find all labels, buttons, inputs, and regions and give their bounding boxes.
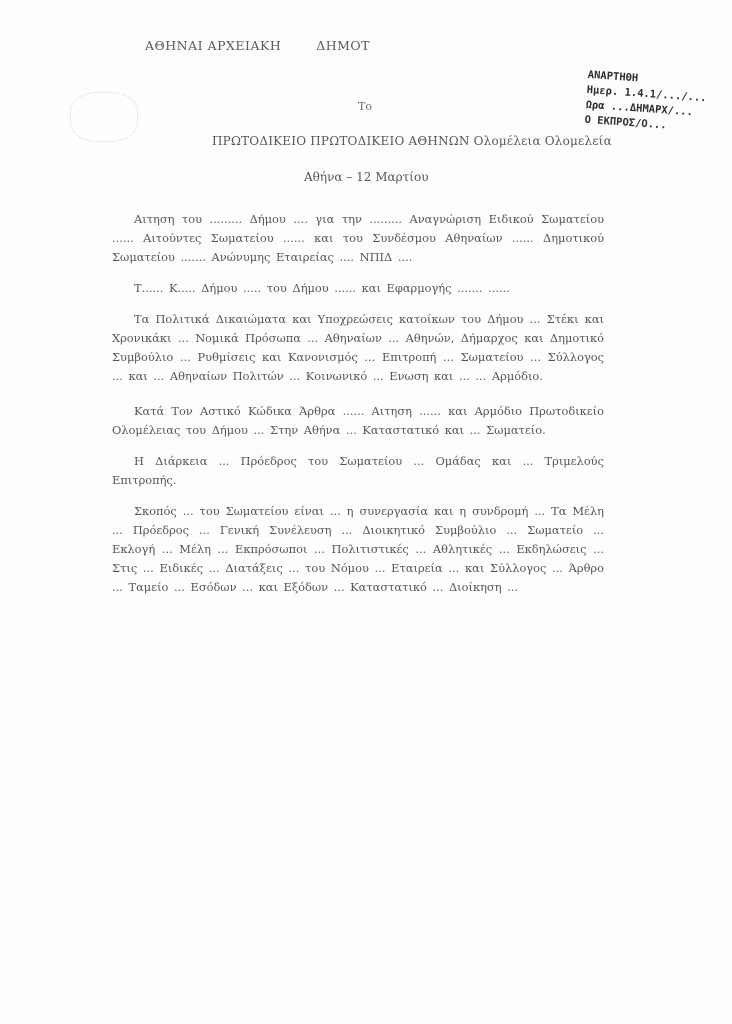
to-label: Το xyxy=(358,100,372,113)
posting-stamp xyxy=(584,68,708,136)
header-left-line-a: ΑΘΗΝΑΙ ΑΡΧΕΙΑΚΗ xyxy=(145,38,282,53)
stamp-line-1: ΑΝΑΡΤΗΘΗ xyxy=(587,68,639,85)
header-left-line-b: ΔΗΜΟΤ xyxy=(316,38,370,53)
paragraph-3: Τα Πολιτικά Δικαιώματα και Υποχρεώσεις κατοίκων του Δήμου ... Στέκι και Χρονικάκι ... Νομικά Πρόσωπα ... Αθηναίων ... Αθηνών, Δήμαρχος και Δημοτικό Συμβούλιο ... Ρυθμίσεις και Κανονισμός ... Επιτροπή ... Σωματείου ... Σύλλογος ... και ... Αθηναίων Πολιτών ... Κοινωνικό ... Ενωση και ... ... Αρμόδιο. xyxy=(112,312,604,383)
header-left xyxy=(145,38,370,53)
faded-stamp xyxy=(70,92,138,142)
paragraph-6: Σκοπός ... του Σωματείου είναι ... η συνεργασία και η συνδρομή ... Τα Μέλη ... Πρόεδρος ... Γενική Συνέλευση ... Διοικητικό Συμβούλιο ... Σωματείο ... Εκλογή ... Μέλη ... Εκπρόσωποι ... Πολιτιστικές ... Αθλητικές ... Εκδηλώσεις ... Στις ... Ειδικές ... Διατάξεις ... του Νόμου ... Εταιρεία ... και Σύλλογος ... Άρθρο ... Ταμείο ... Εσόδων ... και Εξόδων ... Καταστατικό ... Διοίκηση ... xyxy=(112,504,604,594)
place-date: Αθήνα – 12 Μαρτίου xyxy=(304,170,429,184)
paragraph-2: Τ...... Κ..... Δήμου ..... του Δήμου ...... και Εφαρμογής ....... ...... xyxy=(134,281,510,295)
recipient-line: ΠΡΩΤΟΔΙΚΕΙΟ ΠΡΩΤΟΔΙΚΕΙΟ ΑΘΗΝΩΝ Ολομέλεια Ολομελεία xyxy=(212,134,612,148)
stamp-line-2: Ημερ. 1.4.1/.../... xyxy=(586,83,707,105)
stamp-line-3: Ωρα ...ΔΗΜΑΡΧ/... xyxy=(585,98,694,119)
document-body xyxy=(112,210,604,613)
stamp-line-4: Ο ΕΚΠΡΟΣ/Ο... xyxy=(584,113,668,132)
paragraph-1: Αιτηση του ......... Δήμου .... για την ......... Αναγνώριση Ειδικού Σωματείου ...... Αιτούντες Σωματείου ...... και του Συνδέσμου Αθηναίων ...... Δημοτικού Σωματείου ....... Ανώνυμης Εταιρείας .... ΝΠΙΔ .... xyxy=(112,212,604,264)
paragraph-4: Κατά Τον Αστικό Κώδικα Άρθρα ...... Αιτηση ...... και Αρμόδιο Πρωτοδικείο Ολομέλειας του Δήμου ... Στην Αθήνα ... Καταστατικό και ... Σωματείο. xyxy=(112,404,604,437)
paragraph-5: Η Διάρκεια ... Πρόεδρος του Σωματείου ... Ομάδας και ... Τριμελούς Επιτροπής. xyxy=(112,454,604,487)
